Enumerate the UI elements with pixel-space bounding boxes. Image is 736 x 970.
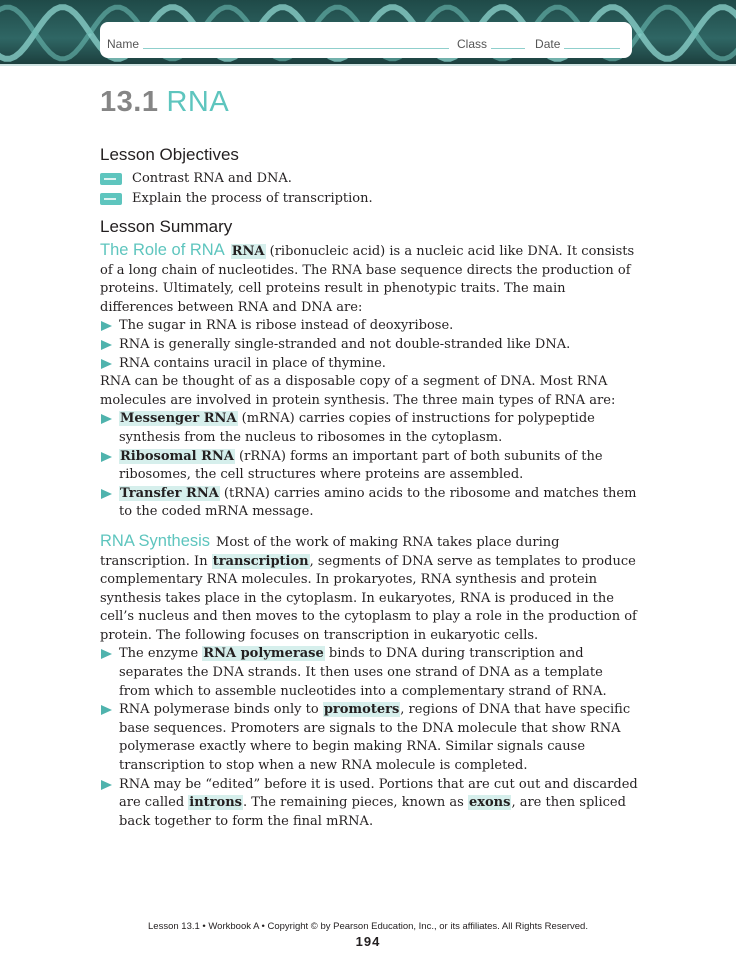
text: , are then spliced back together to form the final mRNA. xyxy=(119,795,626,829)
objective-text: Contrast RNA and DNA. xyxy=(132,171,292,186)
name-label: Name xyxy=(107,37,140,51)
bullet-item xyxy=(100,448,638,485)
bullet-item xyxy=(100,645,638,701)
text: RNA is generally single-stranded and not double-stranded like DNA. xyxy=(119,336,571,352)
bullet-item xyxy=(100,317,638,336)
lesson-name: RNA xyxy=(166,86,230,118)
bullet-item xyxy=(100,410,638,447)
key-term: introns xyxy=(189,795,242,811)
text: (ribonucleic acid) is a nucleic acid like DNA. It consists of a long chain of nucleotides. The RNA base sequence directs the production of proteins. Ultimately, cell proteins result in phenotypic traits. The main differences between RNA and DNA are: xyxy=(100,244,635,315)
footer-copyright: Lesson 13.1 • Workbook A • Copyright © by Pearson Education, Inc., or its affiliates. All Rights Reserved. xyxy=(148,921,588,932)
key-term: Ribosomal RNA xyxy=(120,448,234,464)
section-heading: RNA Synthesis xyxy=(100,531,211,550)
text: RNA may be “edited” before it is used. Portions that are cut out and discarded are called xyxy=(119,776,638,811)
class-label: Class xyxy=(457,37,488,51)
text: (mRNA) carries copies of instructions for polypeptide synthesis from the nucleus to ribosomes in the cytoplasm. xyxy=(119,411,595,445)
text: The sugar in RNA is ribose instead of deoxyribose. xyxy=(119,318,454,334)
text: RNA contains uracil in place of thymine. xyxy=(119,355,386,371)
bullet-item xyxy=(100,485,638,522)
lesson-number: 13.1 xyxy=(100,86,159,118)
key-term: transcription xyxy=(212,553,309,569)
date-field[interactable] xyxy=(564,48,620,49)
date-label: Date xyxy=(535,37,561,51)
objective-item xyxy=(100,169,638,189)
text: RNA polymerase binds only to xyxy=(119,702,323,718)
page-title xyxy=(100,86,229,119)
key-term: exons xyxy=(468,795,511,811)
text: (rRNA) forms an important part of both subunits of the ribosomes, the cell structures where proteins are assembled. xyxy=(119,448,603,483)
text: binds to DNA during transcription and separates the DNA strands. It then uses one strand of DNA as a template from which to assemble nucleotides into a complementary strand of RNA. xyxy=(119,646,607,699)
bullet-item xyxy=(100,336,638,355)
objective-key-icon xyxy=(100,193,122,205)
objectives-list xyxy=(100,169,638,209)
class-field[interactable] xyxy=(491,48,525,49)
paragraph xyxy=(100,373,638,410)
objective-key-icon xyxy=(100,173,122,185)
bullet-item xyxy=(100,701,638,775)
text: , segments of DNA serve as templates to produce complementary RNA molecules. In prokaryotes, RNA synthesis and protein synthesis takes place in the cytoplasm. In eukaryotes, RNA is produced in the cell’s nucleus and then moves to the cytoplasm to play a role in the production of protein. The following focuses on transcription in eukaryotic cells. xyxy=(100,553,637,643)
name-field[interactable] xyxy=(143,48,449,49)
text: (tRNA) carries amino acids to the ribosome and matches them to the coded mRNA message. xyxy=(119,485,637,520)
summary-section xyxy=(100,532,638,832)
student-info-box xyxy=(100,22,632,58)
summary-heading: Lesson Summary xyxy=(100,217,233,236)
key-term: RNA polymerase xyxy=(203,646,324,662)
objectives-heading: Lesson Objectives xyxy=(100,145,239,164)
text: , regions of DNA that have specific base sequences. Promoters are signals to the DNA molecule that show RNA polymerase exactly where to begin making RNA. Similar signals cause transcription to stop when a new RNA molecule is completed. xyxy=(119,702,631,774)
bullet-item xyxy=(100,776,638,832)
section-heading: The Role of RNA xyxy=(100,241,225,259)
lesson-content xyxy=(100,144,638,831)
key-term: Messenger RNA xyxy=(120,411,237,427)
paragraph xyxy=(100,532,638,646)
text: Most of the work of making RNA takes place during transcription. In xyxy=(100,534,560,569)
text: . The remaining pieces, known as xyxy=(242,795,468,811)
page-number: 194 xyxy=(355,934,381,949)
objective-item xyxy=(100,189,638,209)
bullet-item xyxy=(100,355,638,374)
text: The enzyme xyxy=(119,646,203,662)
text: RNA can be thought of as a disposable copy of a segment of DNA. Most RNA molecules are involved in protein synthesis. The three main types of RNA are: xyxy=(100,374,616,408)
summary-sections xyxy=(100,241,638,831)
objective-text: Explain the process of transcription. xyxy=(132,191,373,206)
paragraph xyxy=(100,241,638,317)
key-term: Transfer RNA xyxy=(120,485,219,501)
key-term: promoters xyxy=(323,702,400,718)
key-term: RNA xyxy=(231,244,265,259)
summary-section xyxy=(100,241,638,522)
